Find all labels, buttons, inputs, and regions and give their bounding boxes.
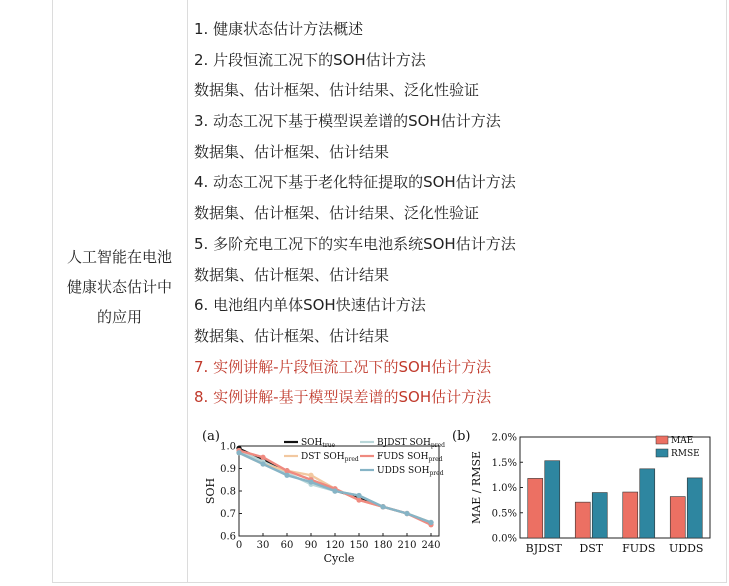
category-label: BJDST [525,542,562,555]
x-tick-label: 30 [256,540,270,551]
y-axis-label: SOH [204,477,217,505]
outline-list [194,14,516,413]
x-tick-label: 60 [280,540,294,551]
legend-label: DST $SOH_{pred}$ [301,452,359,463]
bar [575,502,590,538]
bar [528,478,543,538]
module-title-line-2: 健康状态估计中 [66,278,172,296]
data-point [308,479,313,484]
bar [545,461,560,538]
category-label: DST [579,542,604,555]
outline-subitems: 数据集、估计框架、估计结果、泛化性验证 [194,204,480,223]
data-point [236,450,241,455]
x-tick-label: 240 [421,540,441,551]
bar [623,492,638,538]
outline-subitems: 数据集、估计框架、估计结果 [194,142,390,161]
outline-item-highlight: 8. 实例讲解-基于模型误差谱的SOH估计方法 [194,388,492,407]
legend-label: FUDS $SOH_{pred}$ [377,452,443,463]
legend-label: RMSE [671,449,700,459]
x-tick-label: 210 [397,540,417,551]
y-tick-label: 0.9 [220,464,236,475]
results-figure [190,424,720,586]
x-tick-label: 150 [349,540,369,551]
outline-subitems: 数据集、估计框架、估计结果 [194,265,390,284]
data-point [428,520,433,525]
y-tick-label: 1.0% [491,483,517,494]
legend-label: $SOH_{true}$ [301,438,336,449]
legend-label: BJDST $SOH_{pred}$ [377,438,445,449]
data-point [308,473,313,478]
legend-swatch [656,449,668,457]
course-module-title [52,242,187,332]
panel-a-label: (a) [202,429,220,444]
data-point [380,504,385,509]
y-tick-label: 0.6 [220,531,236,543]
y-tick-label: 0.0% [491,533,517,545]
data-point [260,461,265,466]
data-point [284,473,289,478]
x-tick-label: 120 [325,540,345,551]
outline-item: 6. 电池组内单体SOH快速估计方法 [194,296,426,315]
outline-subitems: 数据集、估计框架、估计结果、泛化性验证 [194,81,480,100]
x-tick-label: 180 [373,540,393,551]
module-title-line-1: 人工智能在电池 [66,248,172,266]
legend-label: UDDS $SOH_{pred}$ [377,466,444,477]
category-label: UDDS [669,542,704,555]
column-divider [187,0,188,582]
bar [687,478,702,538]
legend-swatch [656,436,668,444]
legend-label: MAE [671,436,694,446]
y-tick-label: 2.0% [491,432,517,444]
data-point [404,511,409,516]
category-label: FUDS [622,542,656,555]
data-point [356,497,361,502]
module-title-line-3: 的应用 [96,308,142,326]
outline-item: 3. 动态工况下基于模型误差谱的SOH估计方法 [194,112,501,131]
outline-item: 5. 多阶充电工况下的实车电池系统SOH估计方法 [194,234,516,253]
y-tick-label: 0.7 [220,509,236,520]
results-figure-svg [190,424,720,582]
y-tick-label: 1.0 [220,441,236,453]
bar [670,497,685,538]
data-point [260,455,265,460]
outline-subitems: 数据集、估计框架、估计结果 [194,326,390,345]
outline-item-highlight: 7. 实例讲解-片段恒流工况下的SOH估计方法 [194,357,492,376]
data-point [356,493,361,498]
x-tick-label: 90 [304,540,318,551]
bar [592,493,607,538]
y-axis-label: MAE / RMSE [470,450,483,525]
x-tick-label: 0 [235,540,243,551]
y-tick-label: 0.5% [491,508,517,520]
bar [640,469,655,538]
outline-item: 4. 动态工况下基于老化特征提取的SOH估计方法 [194,173,516,192]
y-tick-label: 0.8 [220,486,236,498]
data-point [284,468,289,473]
outline-item: 2. 片段恒流工况下的SOH估计方法 [194,50,426,69]
data-point [332,488,337,493]
x-axis-label: Cycle [323,552,355,565]
y-tick-label: 1.5% [491,457,517,469]
panel-b-label: (b) [452,429,471,444]
outline-item: 1. 健康状态估计方法概述 [194,20,364,38]
